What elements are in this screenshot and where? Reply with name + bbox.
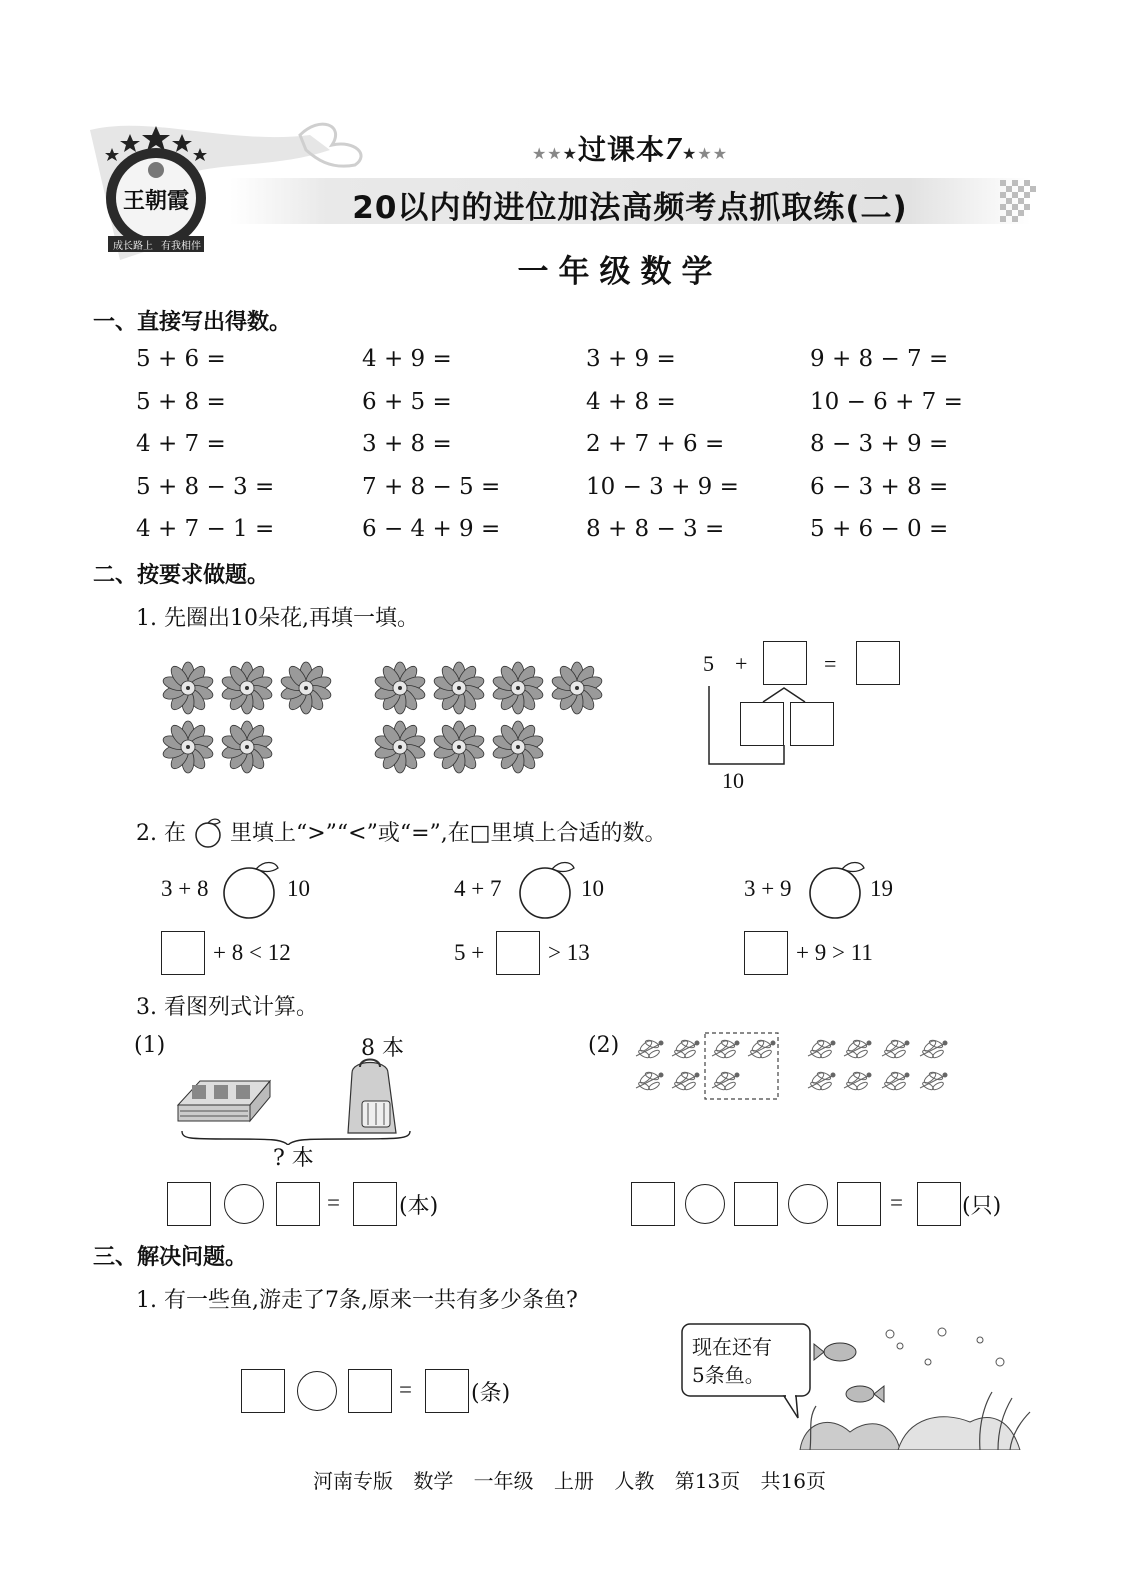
arith-item: 4 + 7 =: [136, 431, 226, 457]
arith-item: 10 − 6 + 7 =: [810, 389, 963, 415]
arith-item: 2 + 7 + 6 =: [586, 431, 725, 457]
compare-left-1: 3 + 8: [161, 876, 209, 901]
logo-seal: [100, 126, 212, 256]
logo-motto-left: 成长路上: [113, 241, 153, 252]
eq1-answer-box[interactable]: [353, 1182, 397, 1226]
page-footer: 河南专版 数学 一年级 上册 人教 第13页 共16页: [312, 1469, 827, 1493]
fill-box-1[interactable]: [161, 931, 205, 975]
eq3-equals: =: [399, 1377, 412, 1402]
fill-box-2[interactable]: [496, 931, 540, 975]
question-2-3: 3. 看图列式计算。: [136, 995, 318, 1020]
fill-after-2: > 13: [548, 940, 590, 965]
arith-item: 4 + 9 =: [362, 346, 452, 372]
compare-right-1: 10: [287, 876, 310, 901]
plus-sign: +: [735, 651, 748, 676]
arith-item: 5 + 6 − 0 =: [810, 516, 949, 542]
eq3-operator-circle[interactable]: [297, 1371, 337, 1411]
eq2-box-1[interactable]: [631, 1182, 675, 1226]
series-label: ★★★过课本7★★★: [531, 130, 729, 166]
backpack-icon: [348, 1060, 396, 1134]
arith-item: 7 + 8 − 5 =: [362, 474, 501, 500]
flower-illustration: [155, 655, 615, 775]
speech-bubble: [692, 1333, 772, 1389]
logo-motto-right: 有我相伴: [161, 241, 201, 252]
eq3-unit: (条): [471, 1381, 511, 1406]
apple-circle-2[interactable]: [514, 860, 580, 924]
compare-right-3: 19: [870, 876, 893, 901]
series-text: 过课本: [577, 133, 665, 166]
page-title: 20以内的进位加法高频考点抓取练(二): [352, 190, 908, 226]
arith-item: 10 − 3 + 9 =: [586, 474, 739, 500]
eq2-box-3[interactable]: [837, 1182, 881, 1226]
eq3-box-1[interactable]: [241, 1369, 285, 1413]
arith-item: 9 + 8 − 7 =: [810, 346, 949, 372]
part1-top-label: 8 本: [361, 1036, 404, 1061]
arith-item: 8 − 3 + 9 =: [810, 431, 949, 457]
part1-label: (1): [134, 1033, 166, 1058]
question-2-1: 1. 先圈出10朵花,再填一填。: [136, 606, 419, 631]
logo-text: 王朝霞: [122, 188, 189, 214]
arith-item: 5 + 6 =: [136, 346, 226, 372]
arith-item: 3 + 9 =: [586, 346, 676, 372]
answer-box-sum[interactable]: [856, 641, 900, 685]
apple-circle-3[interactable]: [804, 860, 870, 924]
section1-heading: 一、直接写出得数。: [93, 310, 292, 335]
part2-label: (2): [588, 1033, 620, 1058]
split-box-right[interactable]: [790, 702, 834, 746]
split-box-left[interactable]: [740, 702, 784, 746]
eq1-box-1[interactable]: [167, 1182, 211, 1226]
brace-label: ? 本: [273, 1146, 314, 1171]
apple-icon: [186, 818, 230, 848]
page-subtitle: 一年级数学: [517, 254, 723, 290]
eq2-operator-circle-1[interactable]: [685, 1184, 725, 1224]
fish-icon: [814, 1343, 884, 1402]
question-2-2: 2. 在 里填上“>”“<”或“=”,在□里填上合适的数。: [136, 816, 667, 848]
books-icon: [178, 1081, 270, 1121]
eq2-equals: =: [890, 1190, 903, 1215]
arith-item: 6 + 5 =: [362, 389, 452, 415]
addend-five: 5: [703, 651, 714, 676]
fill-box-3[interactable]: [744, 931, 788, 975]
bubble-line-2: 5条鱼。: [692, 1363, 765, 1387]
fill-after-3: + 9 > 11: [796, 940, 873, 965]
eq1-equals: =: [327, 1190, 340, 1215]
eq3-answer-box[interactable]: [425, 1369, 469, 1413]
apple-circle-1[interactable]: [218, 860, 284, 924]
compare-right-2: 10: [581, 876, 604, 901]
bubble-line-1: 现在还有: [692, 1335, 772, 1359]
eq2-answer-box[interactable]: [917, 1182, 961, 1226]
books-backpack-illustration: [170, 1055, 420, 1145]
section2-heading: 二、按要求做题。: [93, 563, 270, 588]
eq3-box-2[interactable]: [348, 1369, 392, 1413]
dragonfly-illustration: [630, 1030, 960, 1102]
equals-sign: =: [824, 651, 837, 676]
arith-item: 5 + 8 − 3 =: [136, 474, 275, 500]
compare-left-3: 3 + 9: [744, 876, 792, 901]
eq2-box-2[interactable]: [734, 1182, 778, 1226]
arith-item: 4 + 7 − 1 =: [136, 516, 275, 542]
eq1-operator-circle[interactable]: [224, 1184, 264, 1224]
arith-item: 4 + 8 =: [586, 389, 676, 415]
ten-label: 10: [722, 768, 744, 793]
eq2-unit: (只): [962, 1194, 1002, 1219]
checker-decoration: [1000, 180, 1040, 224]
fill-after-1: + 8 < 12: [213, 940, 291, 965]
eq1-box-2[interactable]: [276, 1182, 320, 1226]
eq2-operator-circle-2[interactable]: [788, 1184, 828, 1224]
arith-item: 5 + 8 =: [136, 389, 226, 415]
question-3-1: 1. 有一些鱼,游走了7条,原来一共有多少条鱼?: [136, 1288, 578, 1313]
series-number: 7: [665, 130, 682, 166]
fill-before-2: 5 +: [454, 940, 485, 965]
arith-item: 6 − 3 + 8 =: [810, 474, 949, 500]
compare-left-2: 4 + 7: [454, 876, 502, 901]
eq1-unit: (本): [399, 1194, 439, 1219]
arith-item: 8 + 8 − 3 =: [586, 516, 725, 542]
arith-item: 6 − 4 + 9 =: [362, 516, 501, 542]
answer-box-addend[interactable]: [763, 641, 807, 685]
section3-heading: 三、解决问题。: [93, 1245, 248, 1270]
arith-item: 3 + 8 =: [362, 431, 452, 457]
